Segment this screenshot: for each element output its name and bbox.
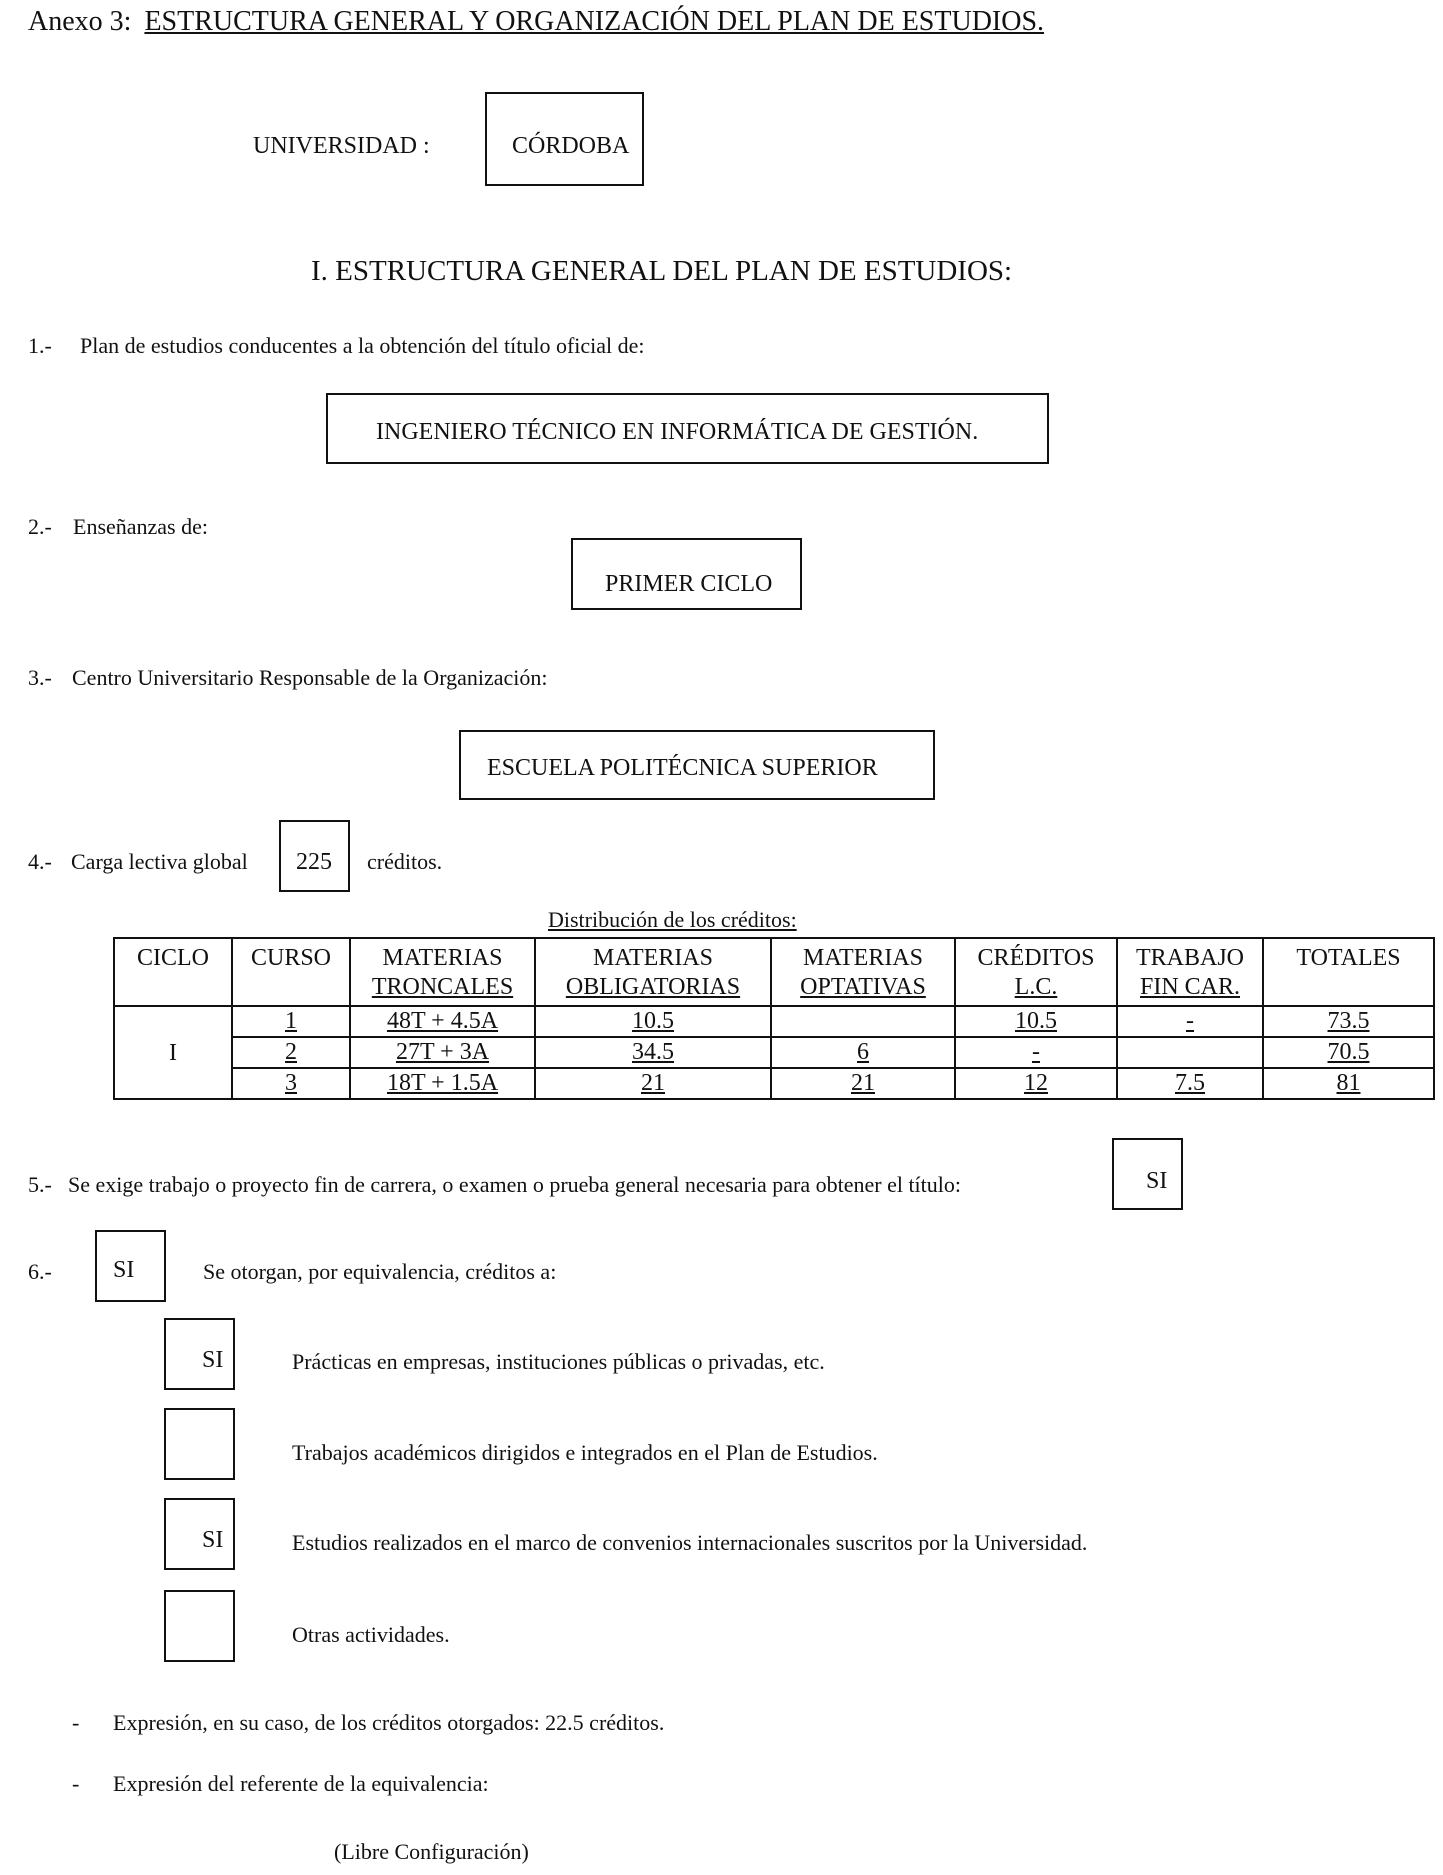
table-cell [771, 1006, 955, 1037]
table-cell: 21 [535, 1068, 771, 1099]
table-cell: 3 [232, 1068, 350, 1099]
project-required-value: SI [1146, 1168, 1168, 1194]
table-cell: 7.5 [1117, 1068, 1263, 1099]
equivalence-text: Otras actividades. [292, 1622, 450, 1647]
table-cell: 70.5 [1263, 1037, 1434, 1068]
table-cell: 21 [771, 1068, 955, 1099]
table-cell: 10.5 [535, 1006, 771, 1037]
table-cell: 12 [955, 1068, 1117, 1099]
table-header-row [114, 938, 1434, 1006]
item6-text: Se otorgan, por equivalencia, créditos a: [203, 1259, 557, 1284]
col-header-troncales: MATERIAS TRONCALES [350, 938, 535, 1006]
table-cell: 2 [232, 1037, 350, 1068]
university-label: UNIVERSIDAD : [253, 133, 430, 159]
annex-label: Anexo 3: [28, 6, 132, 37]
col-header-creditos-lc: CRÉDITOS L.C. [955, 938, 1117, 1006]
center-value: ESCUELA POLITÉCNICA SUPERIOR [487, 755, 878, 781]
item4-text: Carga lectiva global [71, 849, 248, 874]
table-row [114, 1037, 1434, 1068]
table-cell: 81 [1263, 1068, 1434, 1099]
item5-number: 5.- [28, 1172, 52, 1197]
reference-value: (Libre Configuración) [334, 1839, 529, 1864]
credits-granted-text: Expresión, en su caso, de los créditos otorgados: 22.5 créditos. [113, 1710, 665, 1735]
col-header-ciclo: CICLO [114, 938, 232, 1006]
section-title: I. ESTRUCTURA GENERAL DEL PLAN DE ESTUDIOS: [311, 255, 1013, 287]
equivalence-text: Estudios realizados en el marco de convenios internacionales suscritos por la Universidad. [292, 1530, 1088, 1555]
equivalence-value: SI [113, 1257, 135, 1283]
item6-number: 6.- [28, 1259, 52, 1284]
col-header-curso: CURSO [232, 938, 350, 1006]
page-title: ESTRUCTURA GENERAL Y ORGANIZACIÓN DEL PLAN DE ESTUDIOS. [144, 6, 1045, 37]
item4-number: 4.- [28, 849, 52, 874]
cycle-value: PRIMER CICLO [605, 571, 773, 597]
col-header-totales: TOTALES [1263, 938, 1434, 1006]
equivalence-reference-text: Expresión del referente de la equivalencia: [113, 1771, 489, 1796]
table-cell: 34.5 [535, 1037, 771, 1068]
page-header [28, 6, 1044, 38]
bullet-dash: - [72, 1710, 80, 1735]
table-cell: 1 [232, 1006, 350, 1037]
col-header-obligatorias: MATERIAS OBLIGATORIAS [535, 938, 771, 1006]
equivalence-mark-box [164, 1318, 235, 1390]
equivalence-mark-box [164, 1408, 235, 1480]
table-row [114, 1068, 1434, 1099]
degree-value: INGENIERO TÉCNICO EN INFORMÁTICA DE GESTIÓN. [376, 419, 979, 445]
cycle-cell: I [114, 1006, 232, 1099]
credits-table [113, 937, 1435, 1100]
equivalence-mark-box [164, 1498, 235, 1570]
bullet-dash: - [72, 1771, 80, 1796]
col-header-optativas: MATERIAS OPTATIVAS [771, 938, 955, 1006]
table-cell: 18T + 1.5A [350, 1068, 535, 1099]
item4-suffix: créditos. [367, 849, 443, 874]
table-cell: - [955, 1037, 1117, 1068]
table-cell: - [1117, 1006, 1263, 1037]
equivalence-mark: SI [202, 1527, 224, 1553]
item5-text: Se exige trabajo o proyecto fin de carrera, o examen o prueba general necesaria para obtener el título: [68, 1172, 962, 1197]
item1-text: Plan de estudios conducentes a la obtención del título oficial de: [80, 333, 645, 358]
equivalence-mark-box [164, 1590, 235, 1662]
table-cell: 10.5 [955, 1006, 1117, 1037]
item2-text: Enseñanzas de: [73, 514, 208, 539]
university-value: CÓRDOBA [512, 133, 630, 159]
equivalence-text: Prácticas en empresas, instituciones públicas o privadas, etc. [292, 1349, 825, 1374]
item2-number: 2.- [28, 514, 52, 539]
col-header-trabajo: TRABAJO FIN CAR. [1117, 938, 1263, 1006]
equivalence-mark: SI [202, 1347, 224, 1373]
item3-number: 3.- [28, 665, 52, 690]
table-row [114, 1006, 1434, 1037]
item3-text: Centro Universitario Responsable de la Organización: [72, 665, 548, 690]
credits-value: 225 [296, 849, 332, 875]
table-cell: 48T + 4.5A [350, 1006, 535, 1037]
table-cell: 27T + 3A [350, 1037, 535, 1068]
table-caption: Distribución de los créditos: [548, 907, 797, 932]
table-cell: 6 [771, 1037, 955, 1068]
table-cell: 73.5 [1263, 1006, 1434, 1037]
equivalence-text: Trabajos académicos dirigidos e integrados en el Plan de Estudios. [292, 1440, 878, 1465]
item1-number: 1.- [28, 333, 52, 358]
table-cell [1117, 1037, 1263, 1068]
